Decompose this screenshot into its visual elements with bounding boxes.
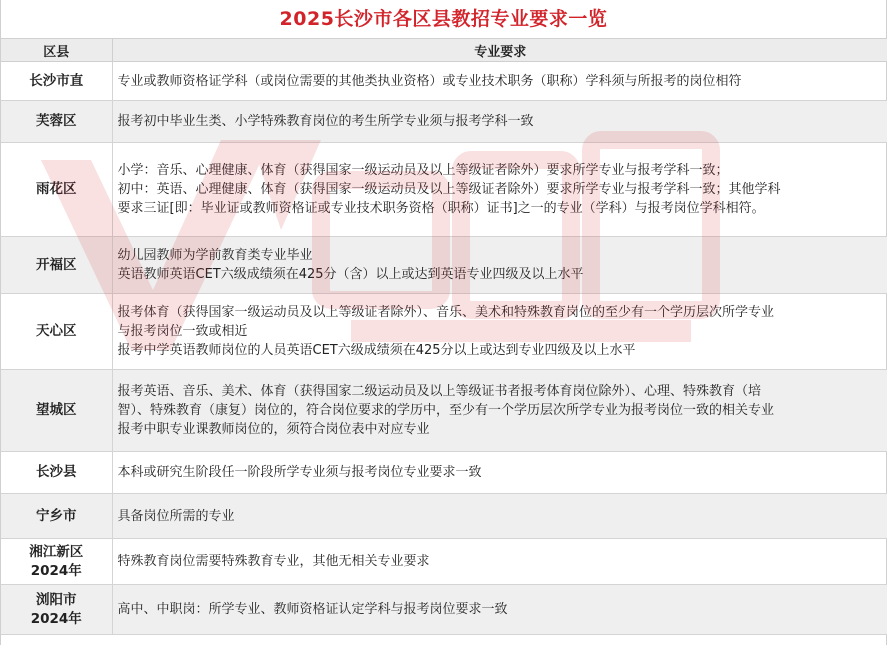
requirement-line: 特殊教育岗位需要特殊教育专业，其他无相关专业要求 — [117, 554, 430, 569]
requirement-line: 报考中学英语教师岗位的人员英语CET六级成绩须在425分以上或达到专业四级及以上水平 — [117, 343, 636, 358]
table-row — [1, 294, 887, 370]
requirement-cell — [112, 143, 887, 237]
requirement-line: 智）、特殊教育（康复）岗位的，符合岗位要求的学历中，至少有一个学历层次所学专业为报考岗位一致的相关专业 — [117, 403, 775, 418]
table-row — [1, 237, 887, 294]
requirement-line: 本科或研究生阶段任一阶段所学专业须与报考岗位专业要求一致 — [117, 465, 482, 480]
district-name: 湘江新区 — [29, 543, 84, 560]
district-cell — [1, 237, 112, 294]
table-row — [1, 452, 887, 494]
district-name: 雨花区 — [36, 181, 77, 197]
requirement-line: 与报考岗位一致或相近 — [117, 324, 248, 339]
requirement-line: 报考英语、音乐、美术、体育（获得国家二级运动员及以上等级证书者报考体育岗位除外）、心理、特殊教育（培 — [117, 384, 762, 399]
table-row — [1, 143, 887, 237]
page-title: 2025长沙市各区县教招专业要求一览 — [1, 0, 886, 39]
district-cell — [1, 452, 112, 494]
requirement-line: 幼儿园教师为学前教育类专业毕业 — [117, 248, 313, 263]
requirement-cell — [112, 294, 887, 370]
requirement-cell — [112, 452, 887, 494]
column-header-district: 区县 — [1, 39, 112, 62]
requirement-line: 要求三证[即：毕业证或教师资格证或专业技术职务资格（职称）证书]之一的专业（学科）与报考岗位学科相符。 — [117, 201, 765, 216]
requirement-cell — [112, 237, 887, 294]
district-name: 长沙县 — [36, 464, 77, 480]
requirement-cell — [112, 101, 887, 143]
requirement-line: 高中、中职岗：所学专业、教师资格证认定学科与报考岗位要求一致 — [117, 602, 508, 617]
requirement-line: 报考中职专业课教师岗位的，须符合岗位表中对应专业 — [117, 422, 430, 437]
district-name: 芙蓉区 — [36, 113, 77, 129]
requirement-line: 小学：音乐、心理健康、体育（获得国家一级运动员及以上等级证者除外）要求所学专业与报考学科一致； — [117, 163, 729, 178]
district-year: 2024年 — [30, 610, 82, 627]
district-cell — [1, 101, 112, 143]
requirement-line: 英语教师英语CET六级成绩须在425分（含）以上或达到英语专业四级及以上水平 — [117, 267, 584, 282]
requirement-cell — [112, 62, 887, 101]
table-header-row — [1, 39, 887, 62]
district-cell — [1, 494, 112, 539]
column-header-requirement: 专业要求 — [112, 39, 887, 62]
table-row — [1, 585, 887, 635]
district-name: 长沙市直 — [29, 72, 84, 89]
table-row — [1, 370, 887, 452]
district-name: 天心区 — [36, 323, 77, 339]
requirement-cell — [112, 494, 887, 539]
requirement-cell — [112, 585, 887, 635]
district-name: 开福区 — [36, 256, 77, 273]
district-cell — [1, 294, 112, 370]
district-cell — [1, 585, 112, 635]
requirement-line: 报考体育（获得国家一级运动员及以上等级证者除外）、音乐、美术和特殊教育岗位的至少有一个学历层次所学专业 — [117, 305, 775, 320]
district-cell — [1, 143, 112, 237]
requirement-line: 报考初中毕业生类、小学特殊教育岗位的考生所学专业须与报考学科一致 — [117, 114, 534, 129]
district-name: 宁乡市 — [36, 507, 77, 524]
district-name: 望城区 — [36, 402, 77, 418]
district-year: 2024年 — [30, 562, 82, 579]
table-row — [1, 62, 887, 101]
district-name: 浏阳市 — [36, 591, 77, 608]
table-row — [1, 494, 887, 539]
requirement-line: 具备岗位所需的专业 — [117, 508, 235, 524]
requirement-cell — [112, 539, 887, 585]
requirement-line: 专业或教师资格证学科（或岗位需要的其他类执业资格）或专业技术职务（职称）学科须与所报考的岗位相符 — [117, 73, 742, 89]
requirements-table — [1, 39, 887, 635]
district-cell — [1, 62, 112, 101]
district-cell — [1, 539, 112, 585]
requirement-line: 初中：英语、心理健康、体育（获得国家一级运动员及以上等级证者除外）要求所学专业与报考学科一致；其他学科 — [117, 182, 781, 197]
district-cell — [1, 370, 112, 452]
table-row — [1, 539, 887, 585]
requirement-cell — [112, 370, 887, 452]
table-row — [1, 101, 887, 143]
